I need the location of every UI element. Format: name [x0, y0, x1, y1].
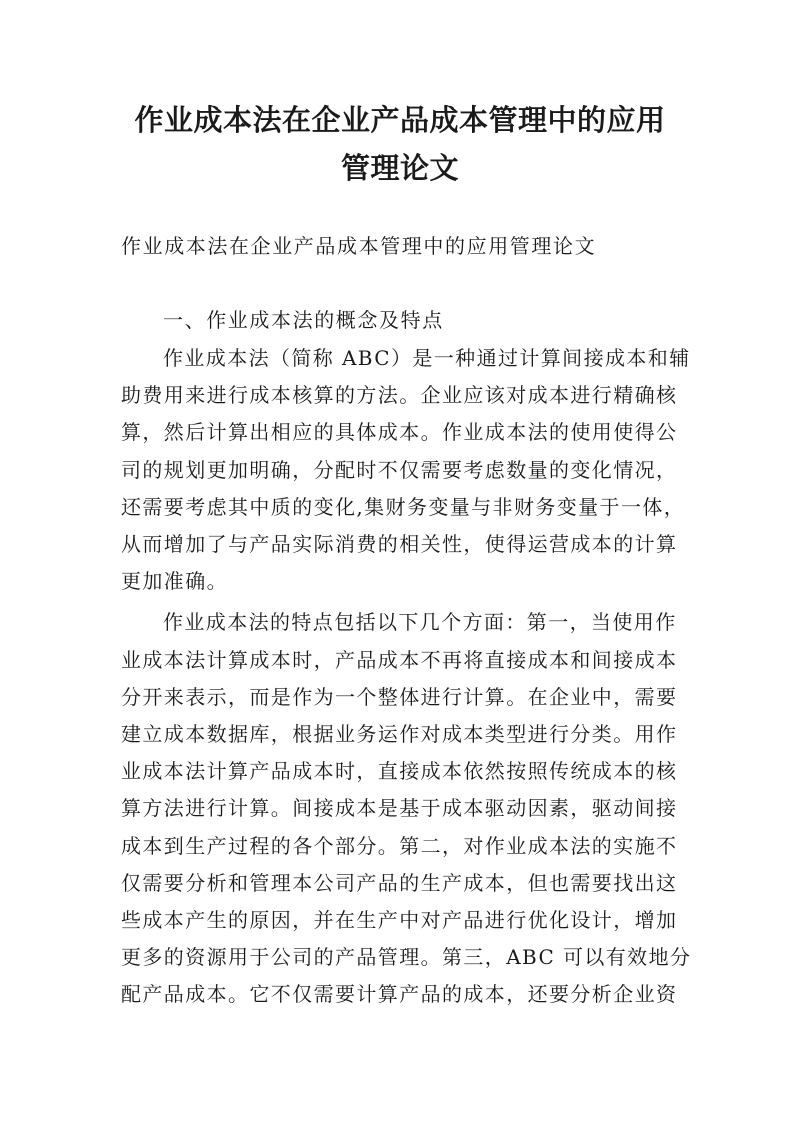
paragraph-2: [121, 604, 691, 1013]
paragraph-line: 算方法进行计算。间接成本是基于成本驱动因素，驱动间接: [121, 796, 678, 821]
paragraph-line: 作业成本法的特点包括以下几个方面：第一，当使用作: [163, 610, 677, 635]
title-line: 管理论文: [340, 151, 459, 185]
document-subtitle: 作业成本法在企业产品成本管理中的应用管理论文: [121, 234, 597, 258]
paragraph-line: 建立成本数据库，根据业务运作对成本类型进行分类。用作: [121, 722, 678, 747]
paragraph-line: 从而增加了与产品实际消费的相关性，使得运营成本的计算: [121, 532, 678, 557]
paragraph-line: 配产品成本。它不仅需要计算产品的成本，还要分析企业资: [121, 982, 678, 1007]
paragraph-line: 更多的资源用于公司的产品管理。第三，ABC 可以有效地分: [121, 945, 692, 970]
paragraph-line: 算，然后计算出相应的具体成本。作业成本法的使用使得公: [121, 420, 678, 445]
paragraph-line: 助费用来进行成本核算的方法。企业应该对成本进行精确核: [121, 383, 678, 408]
paragraph-line: 司的规划更加明确，分配时不仅需要考虑数量的变化情况，: [121, 457, 678, 482]
paragraph-line: 分开来表示，而是作为一个整体进行计算。在企业中，需要: [121, 684, 678, 709]
document-body: [121, 300, 691, 1014]
paragraph-line: 些成本产生的原因，并在生产中对产品进行优化设计，增加: [121, 908, 678, 933]
paragraph-line: 成本到生产过程的各个部分。第二，对作业成本法的实施不: [121, 833, 678, 858]
paragraph-1: [121, 340, 691, 600]
paragraph-line: 业成本法计算成本时，产品成本不再将直接成本和间接成本: [121, 647, 678, 672]
paragraph-line: 还需要考虑其中质的变化,集财务变量与非财务变量于一体，: [121, 494, 686, 519]
paragraph-line: 业成本法计算产品成本时，直接成本依然按照传统成本的核: [121, 759, 678, 784]
paragraph-line: 仅需要分析和管理本公司产品的生产成本，但也需要找出这: [121, 870, 678, 895]
paragraph-line: 更加准确。: [121, 569, 228, 594]
title-line: 作业成本法在企业产品成本管理中的应用: [134, 103, 666, 137]
document-title: [120, 96, 680, 192]
paragraph-line: 作业成本法（简称 ABC）是一种通过计算间接成本和辅: [163, 346, 691, 370]
section-heading: 一、作业成本法的概念及特点: [163, 308, 444, 332]
